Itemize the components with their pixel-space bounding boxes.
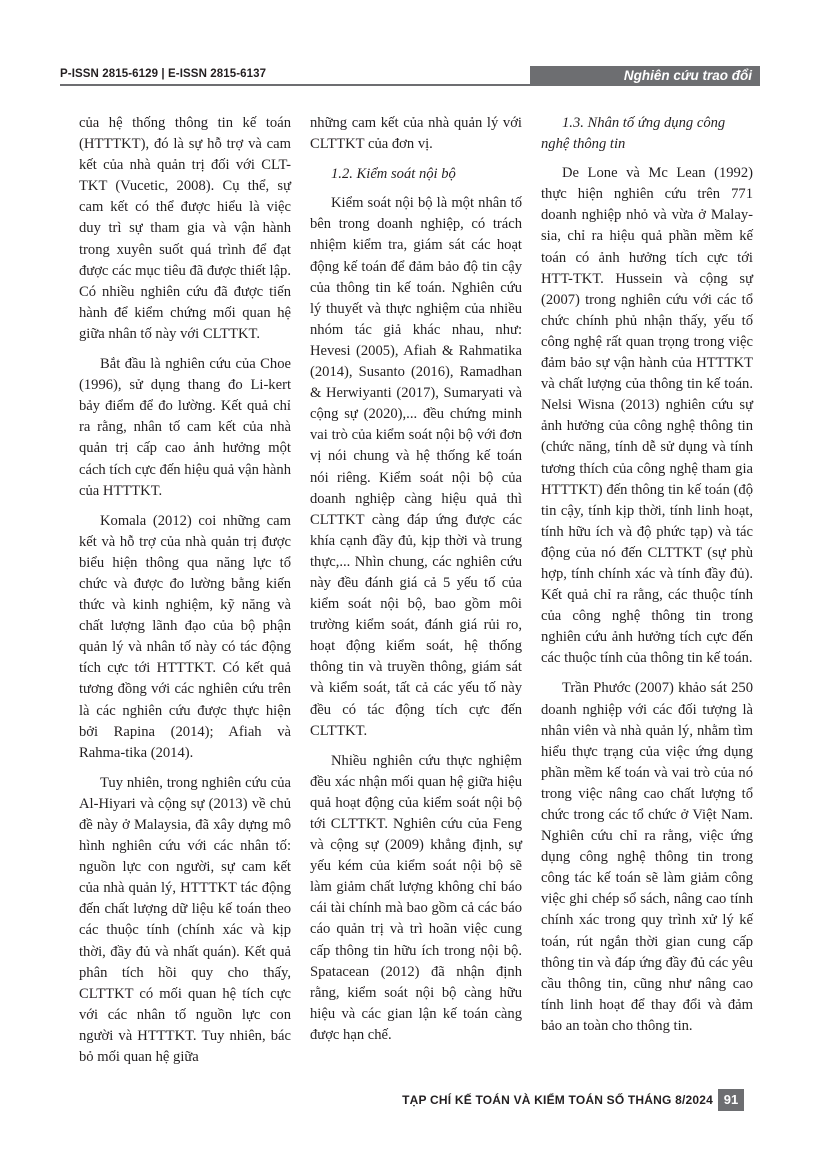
page-header <box>0 60 819 100</box>
section-heading: 1.2. Kiểm soát nội bộ <box>331 166 456 183</box>
page-number: 91 <box>718 1089 744 1111</box>
paragraph: Tuy nhiên, trong nghiên cứu của Al-Hiyari và cộng sự (2013) về chủ đề này ở Malaysia, đã xây dựng mô hình nghiên cứu với các nhân tố: nguồn lực con người, sự cam kết của nhà quản lý, HTTTKT tác động đến chất lượng dữ liệu kế toán theo các thuộc tính (chính xác và kịp thời, đầy đủ và nhất quán). Kết quả phân tích hồi quy cho thấy, CLTTKT có mối quan hệ tích cực với các nhân tố nguồn lực con người và HTTTKT. Tuy nhiên, bác bỏ mối quan hệ giữa <box>79 774 291 1066</box>
paragraph: Nhiều nghiên cứu thực nghiệm đều xác nhận mối quan hệ giữa hiệu quả hoạt động của kiểm soát nội bộ tới CLTTKT. Nghiên cứu của Feng và cộng sự (2009) khẳng định, sự yếu kém của kiểm soát nội bộ sẽ làm giảm chất lượng không chỉ báo cái tài chính mà bao gồm cả các báo cáo quản trị và trì hoãn việc cung cấp thông tin hữu ích trong nội bộ. Spatacean (2012) đã nhận định rằng, kiểm soát nội bộ càng hữu hiệu và các gian lận kế toán càng được hạn chế. <box>310 752 522 1043</box>
paragraph: Kiểm soát nội bộ là một nhân tố bên trong doanh nghiệp, có trách nhiệm kiểm tra, giám sát các hoạt động kế toán để đảm bảo độ tin cậy của thông tin kế toán. Nghiên cứu lý thuyết và thực nghiệm của nhiều nhóm tác giả khác nhau, như: Hevesi (2005), Afiah & Rahmatika (2014), Susanto (2016), Ramadhan & Herwiyanti (2017), Sumaryati và cộng sự (2020),... đều chứng minh vai trò của kiểm soát nội bộ với đơn vị nói chung và hệ thống kế toán nói riêng. Kiểm soát nội bộ của doanh nghiệp càng hiệu quả thì CLTTKT càng đáp ứng được các khía cạnh đầy đủ, kịp thời và trung thực,... Nhìn chung, các nghiên cứu này đều đánh giá cả 5 yếu tố của kiểm soát nội bộ, bao gồm môi trường kiểm soát, đánh giá rủi ro, hoạt động kiểm soát, hệ thống thông tin và truyền thông, giám sát và kiểm soát, tất cả các yếu tố này đều có tác động tích cực đến CLTTKT. <box>310 195 522 739</box>
paragraph: Trần Phước (2007) khảo sát 250 doanh nghiệp với các đối tượng là nhân viên và nhà quản lý, nhằm tìm hiểu thực trạng của việc ứng dụng phần mềm kế toán và vai trò của nó trong việc nâng cao chất lượng tổ chức trong các tổ chức ở Việt Nam. Nghiên cứu chỉ ra rằng, việc ứng dụng công nghệ thông tin trong công tác kế toán sẽ làm giảm công việc ghi chép sổ sách, nâng cao tính chính xác trong quy trình xử lý kế toán, rút ngắn thời gian cung cấp thông tin và đáp ứng đầy đủ các yêu cầu thông tin, cũng như nâng cao tính linh hoạt để thay đổi và đảm bảo an toàn cho thông tin. <box>541 680 753 1034</box>
section-title: Nghiên cứu trao đổi <box>623 68 752 83</box>
column-1 <box>79 113 291 1077</box>
column-3 <box>541 113 753 1046</box>
paragraph: của hệ thống thông tin kế toán (HTTTKT), đó là sự hỗ trợ và cam kết của nhà quản trị đối với CLT-TKT (Vucetic, 2008). Cụ thể, sự cam kết có thể được hiểu là việc duy trì sự tham gia và vận hành trong xuyên suốt quá trình để đạt được các mục tiêu đã được thiết lập. Có nhiều nghiên cứu đã được tiến hành để kiểm chứng mối quan hệ giữa nhân tố này với CLTTKT. <box>79 115 291 342</box>
section-heading: 1.3. Nhân tố ứng dụng công nghệ thông tin <box>541 115 726 153</box>
paragraph: những cam kết của nhà quản lý với CLTTKT của đơn vị. <box>310 115 522 153</box>
journal-name: TẠP CHÍ KẾ TOÁN VÀ KIỂM TOÁN SỐ THÁNG 8/2024 <box>402 1093 713 1107</box>
paragraph: Bắt đầu là nghiên cứu của Choe (1996), sử dụng thang đo Li-kert bảy điểm để đo lường. Kết quả chỉ ra rằng, nhân tố cam kết của nhà quản trị cấp cao ảnh hưởng một cách tích cực đến hiệu quả vận hành của HTTTKT. <box>79 356 291 499</box>
paragraph: Komala (2012) coi những cam kết và hỗ trợ của nhà quản trị được biểu hiện thông qua năng lực tổ chức và được đo lường bằng kiến thức và kinh nghiệm, kỹ năng và chất lượng lãnh đạo của bộ phận quản lý và nhân tố này có tác động tích cực tới HTTTKT. Có kết quả tương đồng với các nghiên cứu trên là các nghiên cứu được thực hiện bởi Rapina (2014); Afiah và Rahma-tika (2014). <box>79 512 291 761</box>
issn-label: P-ISSN 2815-6129 | E-ISSN 2815-6137 <box>60 68 267 80</box>
paragraph: De Lone và Mc Lean (1992) thực hiện nghiên cứu trên 771 doanh nghiệp nhỏ và vừa ở Malay-sia, chỉ ra hiệu quả phần mềm kế toán có ảnh hưởng tích cực tới HTT-TKT. Hussein và cộng sự (2007) trong nghiên cứu với các tổ chức chính phủ nhận thấy, yếu tố công nghệ rất quan trọng trong việc đảm bảo sự vận hành của HTTTKT và chất lượng của thông tin kế toán. Nelsi Wisna (2013) nghiên cứu sự ảnh hưởng của công nghệ thông tin (chức năng, tính dễ sử dụng và tính tương thích của công nghệ tham gia HTTTKT) đến thông tin kế toán (độ tin cậy, tính kịp thời, tính linh hoạt, tính hữu ích và độ phức tạp) và tác động của nó đến CLTTKT (sự phù hợp, tính chính xác và tính đầy đủ). Kết quả chỉ ra rằng, các thuộc tính của công nghệ thông tin trong nghiên cứu ảnh hưởng tích cực đến các thuộc tính của thông tin kế toán. <box>541 165 753 667</box>
column-2 <box>310 113 522 1055</box>
page-footer <box>0 1080 819 1120</box>
header-rule <box>60 84 530 86</box>
section-badge <box>530 66 760 86</box>
